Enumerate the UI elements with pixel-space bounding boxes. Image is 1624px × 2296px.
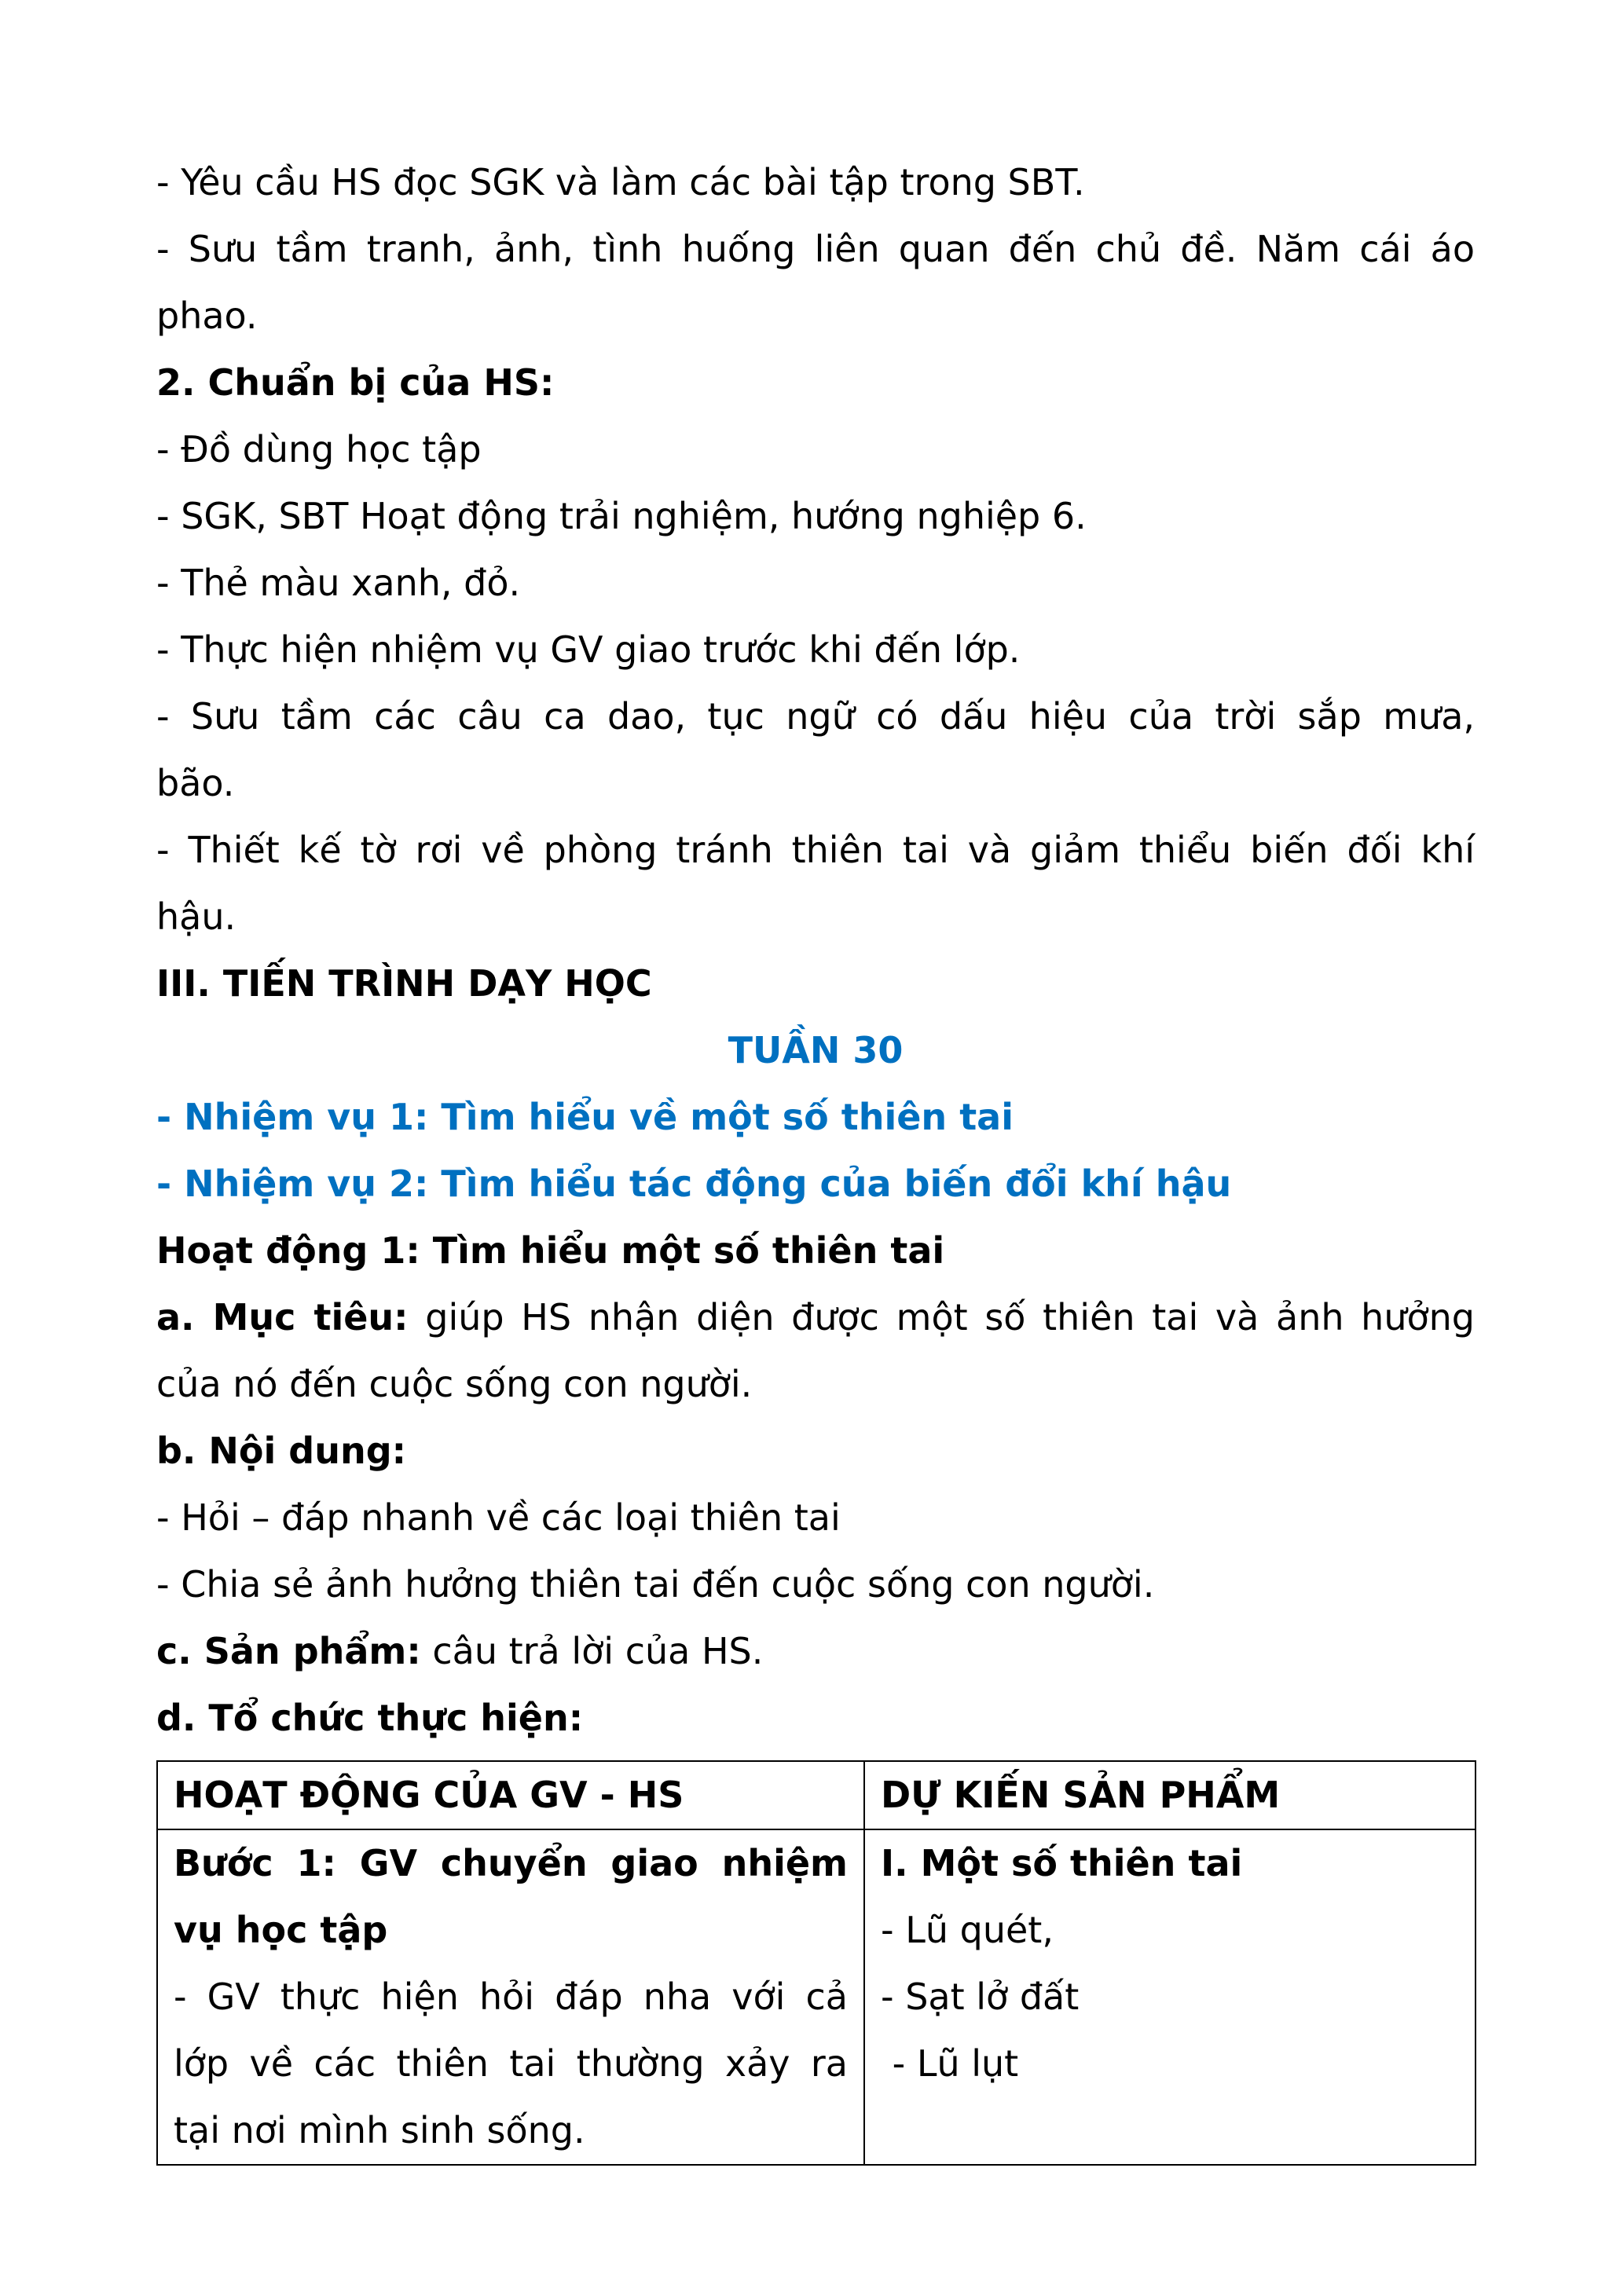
list-item: - Chia sẻ ảnh hưởng thiên tai đến cuộc sống con người.	[156, 1563, 1155, 1606]
section-heading: 2. Chuẩn bị của HS:	[156, 361, 555, 404]
section-heading: III. TIẾN TRÌNH DẠY HỌC	[156, 962, 652, 1005]
expected-product-cell	[864, 1829, 1476, 2165]
text-line: bão.	[156, 762, 235, 804]
text-line: - SGK, SBT Hoạt động trải nghiệm, hướng nghiệp 6.	[156, 495, 1087, 537]
product-label: c. Sản phẩm:	[156, 1630, 421, 1672]
text-line: - Yêu cầu HS đọc SGK và làm các bài tập trong SBT.	[156, 161, 1085, 203]
cell-text: tại nơi mình sinh sống.	[174, 2109, 585, 2151]
organize-heading: d. Tổ chức thực hiện:	[156, 1697, 584, 1739]
step-heading: Bước 1: GV chuyển giao nhiệm	[174, 1842, 848, 1884]
list-item: - Lũ quét,	[881, 1909, 1054, 1951]
objective-line	[156, 1284, 1475, 1351]
text-line: hậu.	[156, 895, 236, 938]
step-heading: vụ học tập	[174, 1909, 388, 1951]
table-header-row	[157, 1761, 1476, 1829]
objective-text: giúp HS nhận diện được một số thiên tai và ảnh hưởng	[408, 1296, 1475, 1338]
table-header-cell: DỰ KIẾN SẢN PHẨM	[864, 1761, 1476, 1829]
text-line: của nó đến cuộc sống con người.	[156, 1363, 753, 1405]
text-line: - Thực hiện nhiệm vụ GV giao trước khi đến lớp.	[156, 628, 1021, 671]
text-line: - Đồ dùng học tập	[156, 428, 482, 471]
document-page	[156, 149, 1475, 1752]
product-title: I. Một số thiên tai	[881, 1842, 1243, 1884]
objective-label: a. Mục tiêu:	[156, 1296, 409, 1338]
text-line: - Sưu tầm tranh, ảnh, tình huống liên quan đến chủ đề. Năm cái áo	[156, 228, 1475, 270]
product-text: câu trả lời của HS.	[420, 1630, 764, 1672]
cell-text: - GV thực hiện hỏi đáp nha với cả	[174, 1976, 848, 2018]
text-line: - Thẻ màu xanh, đỏ.	[156, 562, 521, 604]
content-label: b. Nội dung:	[156, 1430, 407, 1472]
list-item: - Sạt lở đất	[881, 1976, 1080, 2018]
task-heading: - Nhiệm vụ 2: Tìm hiểu tác động của biến đổi khí hậu	[156, 1163, 1232, 1205]
text-line: - Thiết kế tờ rơi về phòng tránh thiên tai và giảm thiểu biến đối khí	[156, 829, 1475, 871]
text-line: phao.	[156, 295, 258, 337]
product-line	[156, 1618, 1475, 1685]
list-item: - Lũ lụt	[881, 2042, 1019, 2085]
text-line: - Sưu tầm các câu ca dao, tục ngữ có dấu hiệu của trời sắp mưa,	[156, 695, 1475, 738]
teacher-student-cell	[157, 1829, 864, 2165]
table-row	[157, 1829, 1476, 2165]
week-title: TUẦN 30	[728, 1029, 904, 1071]
table-header-cell: HOẠT ĐỘNG CỦA GV - HS	[157, 1761, 864, 1829]
activity-heading: Hoạt động 1: Tìm hiểu một số thiên tai	[156, 1229, 945, 1272]
list-item: - Hỏi – đáp nhanh về các loại thiên tai	[156, 1496, 841, 1539]
cell-text: lớp về các thiên tai thường xảy ra	[174, 2042, 848, 2085]
task-heading: - Nhiệm vụ 1: Tìm hiểu về một số thiên tai	[156, 1096, 1014, 1138]
activity-table	[156, 1760, 1476, 2166]
